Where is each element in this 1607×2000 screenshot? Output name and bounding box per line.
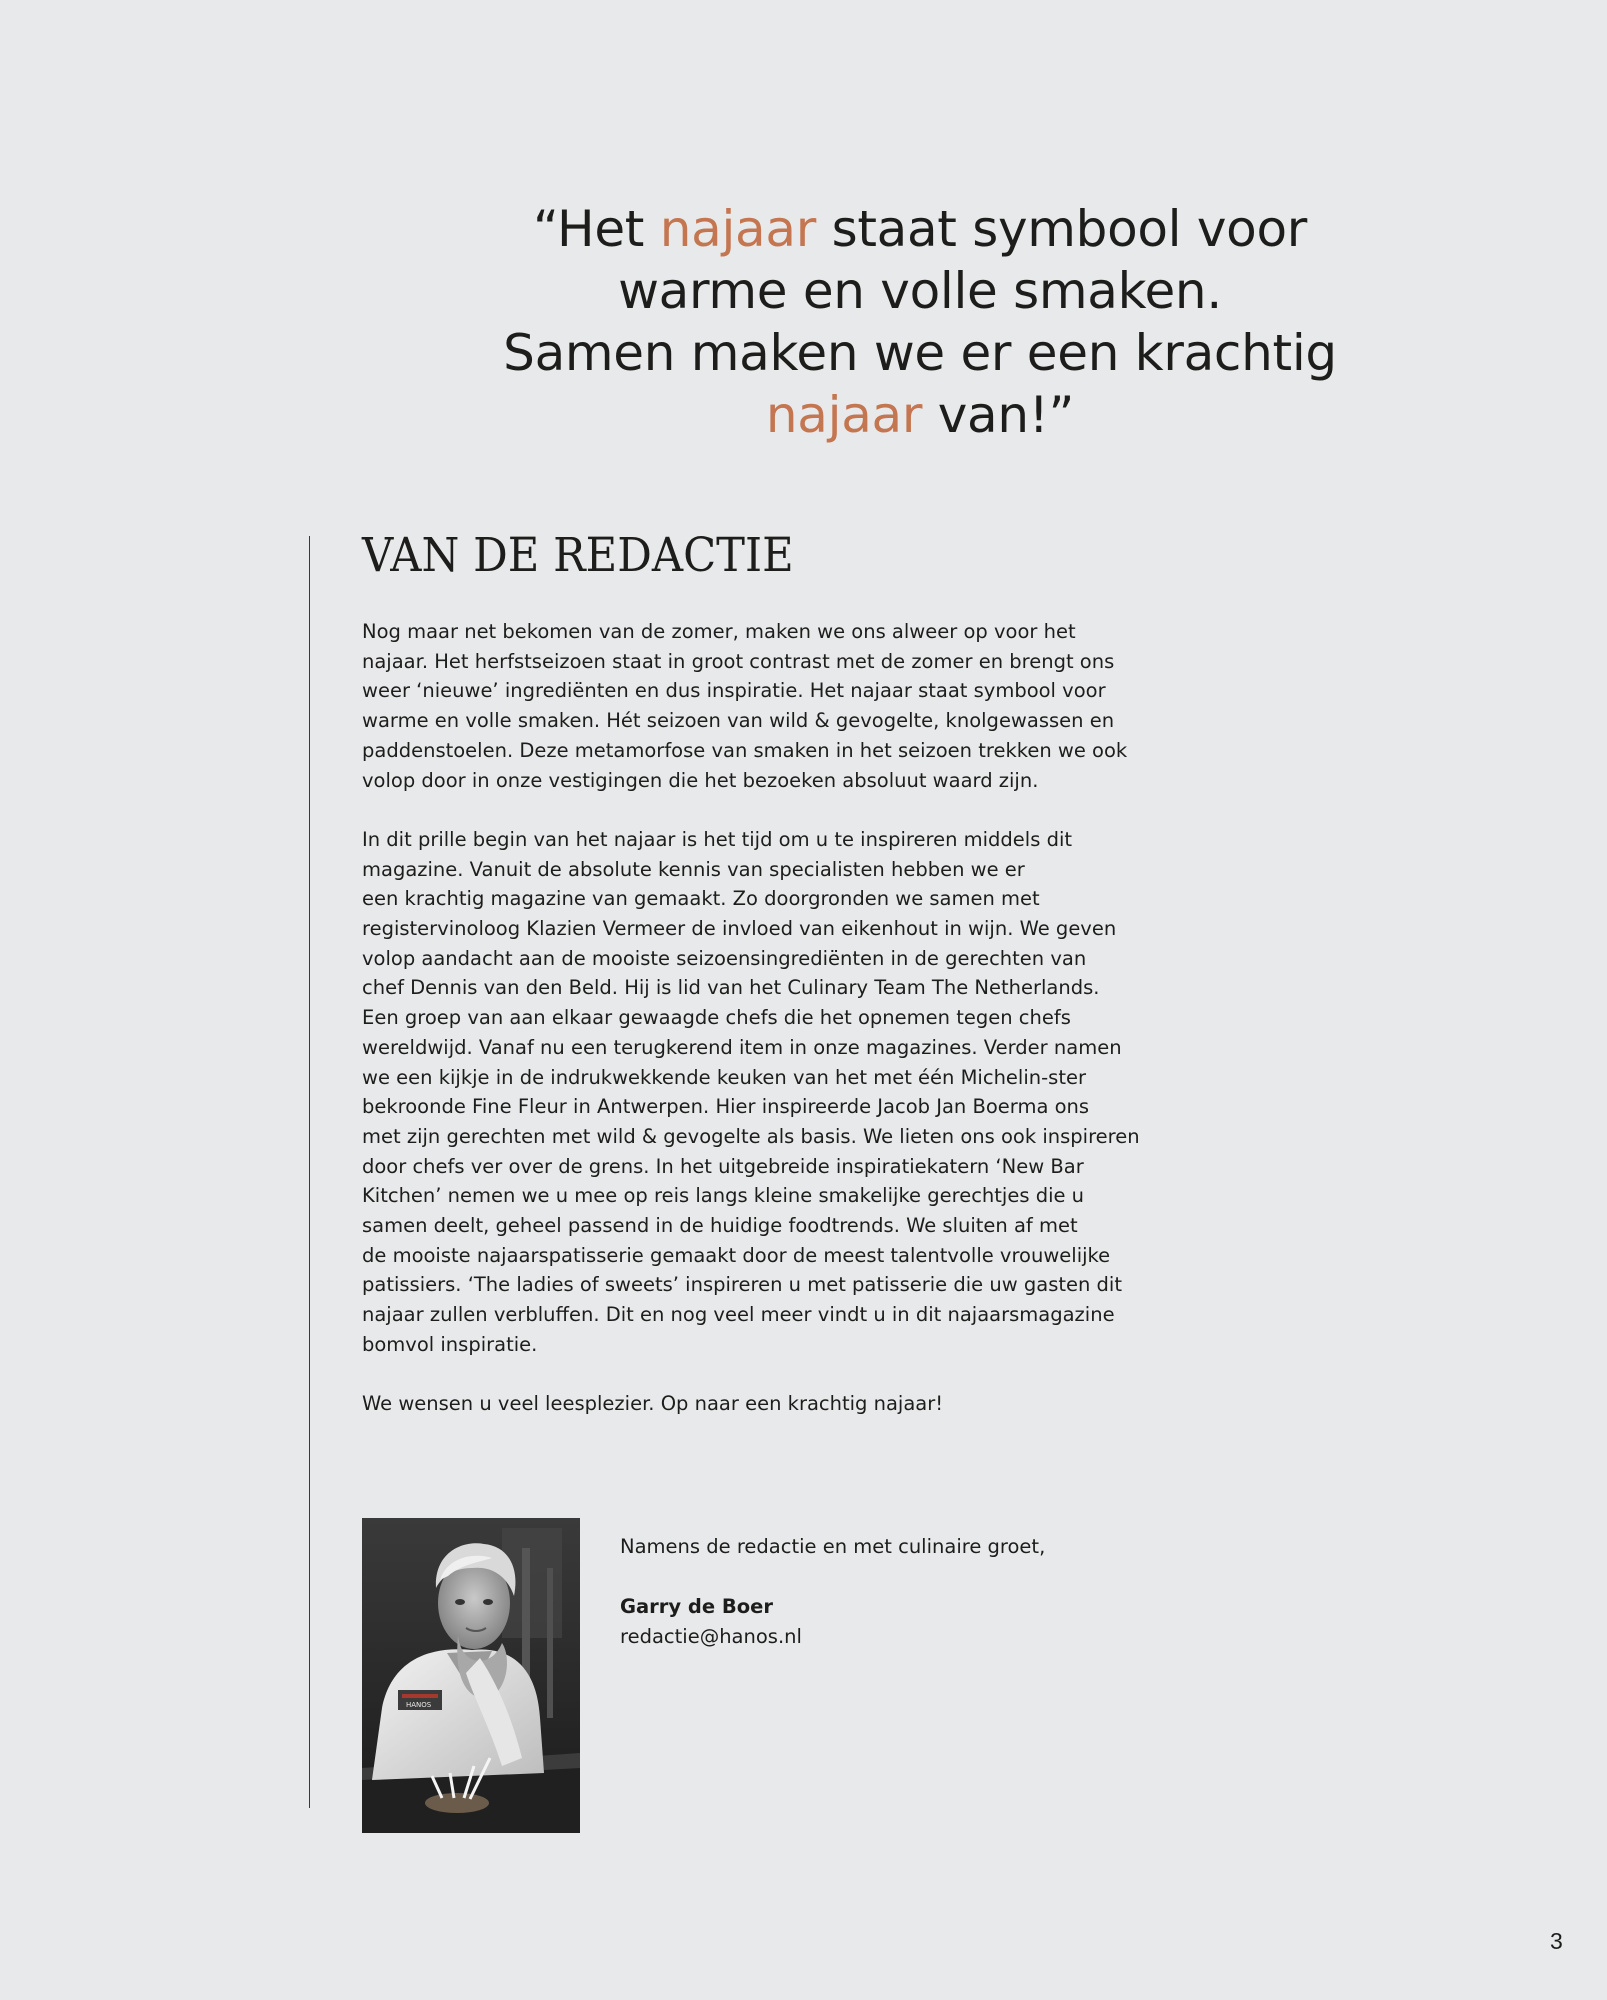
- quote-line-1: “Het najaar staat symbool voor: [532, 200, 1307, 258]
- paragraph-line: We wensen u veel leesplezier. Op naar een krachtig najaar!: [362, 1392, 944, 1416]
- paragraph-line: warme en volle smaken. Hét seizoen van wild & gevogelte, knolgewassen en: [362, 709, 1115, 733]
- paragraph-line: de mooiste najaarspatisserie gemaakt door de meest talentvolle vrouwelijke: [362, 1243, 1111, 1267]
- paragraph-line: volop aandacht aan de mooiste seizoensingrediënten in de gerechten van: [362, 946, 1087, 970]
- paragraph-line: volop door in onze vestigingen die het bezoeken absoluut waard zijn.: [362, 768, 1039, 792]
- vertical-divider: [309, 536, 310, 1808]
- paragraph-line: met zijn gerechten met wild & gevogelte als basis. We lieten ons ook inspireren: [362, 1124, 1140, 1148]
- shirt-badge: HANOS: [406, 1701, 432, 1709]
- quote-accent-word: najaar: [659, 200, 816, 258]
- paragraph-line: een krachtig magazine van gemaakt. Zo doorgronden we samen met: [362, 887, 1040, 911]
- paragraph-line: samen deelt, geheel passend in de huidige foodtrends. We sluiten af met: [362, 1214, 1078, 1238]
- paragraph-line: Nog maar net bekomen van de zomer, maken we ons alweer op voor het: [362, 620, 1076, 643]
- paragraph-line: weer ‘nieuwe’ ingrediënten en dus inspiratie. Het najaar staat symbool voor: [362, 679, 1106, 703]
- paragraph-line: Kitchen’ nemen we u mee op reis langs kleine smakelijke gerechtjes die u: [362, 1184, 1085, 1208]
- paragraph-line: chef Dennis van den Beld. Hij is lid van het Culinary Team The Netherlands.: [362, 976, 1100, 1000]
- paragraph-line: In dit prille begin van het najaar is het tijd om u te inspireren middels dit: [362, 827, 1073, 851]
- paragraph-line: magazine. Vanuit de absolute kennis van specialisten hebben we er: [362, 857, 1025, 881]
- paragraph-line: paddenstoelen. Deze metamorfose van smaken in het seizoen trekken we ook: [362, 738, 1128, 762]
- paragraph-line: registervinoloog Klazien Vermeer de invloed van eikenhout in wijn. We geven: [362, 917, 1117, 941]
- paragraph-line: wereldwijd. Vanaf nu een terugkerend item in onze magazines. Verder namen: [362, 1035, 1122, 1059]
- quote-line-4: najaar van!”: [765, 386, 1075, 444]
- article-paragraph: [362, 825, 1152, 1360]
- paragraph-line: door chefs ver over de grens. In het uitgebreide inspiratiekatern ‘New Bar: [362, 1154, 1084, 1178]
- article-paragraph: [362, 1389, 1152, 1419]
- article-paragraph: [362, 617, 1152, 795]
- paragraph-line: we een kijkje in de indrukwekkende keuken van het met één Michelin-ster: [362, 1065, 1086, 1089]
- author-email[interactable]: redactie@hanos.nl: [620, 1625, 802, 1648]
- signature-greeting: Namens de redactie en met culinaire groet,: [620, 1535, 1046, 1558]
- author-name: Garry de Boer: [620, 1595, 773, 1618]
- paragraph-line: bomvol inspiratie.: [362, 1332, 538, 1356]
- paragraph-line: najaar. Het herfstseizoen staat in groot contrast met de zomer en brengt ons: [362, 649, 1115, 673]
- quote-line-2: warme en volle smaken.: [618, 262, 1222, 320]
- paragraph-line: najaar zullen verbluffen. Dit en nog veel meer vindt u in dit najaarsmagazine: [362, 1303, 1115, 1327]
- section-title: VAN DE REDACTIE: [362, 528, 794, 583]
- signature-block: [620, 1532, 1045, 1652]
- quote-accent-word: najaar: [765, 386, 923, 444]
- article-body: [362, 617, 1152, 1449]
- pull-quote: [440, 198, 1400, 446]
- paragraph-line: bekroonde Fine Fleur in Antwerpen. Hier inspireerde Jacob Jan Boerma ons: [362, 1095, 1090, 1119]
- paragraph-line: patissiers. ‘The ladies of sweets’ inspireren u met patisserie die uw gasten dit: [362, 1273, 1122, 1297]
- portrait-photo-icon: [362, 1518, 580, 1833]
- page-number: 3: [1550, 1928, 1563, 1954]
- author-photo: [362, 1518, 580, 1833]
- paragraph-line: Een groep van aan elkaar gewaagde chefs die het opnemen tegen chefs: [362, 1006, 1071, 1030]
- quote-line-3: Samen maken we er een krachtig: [503, 324, 1337, 382]
